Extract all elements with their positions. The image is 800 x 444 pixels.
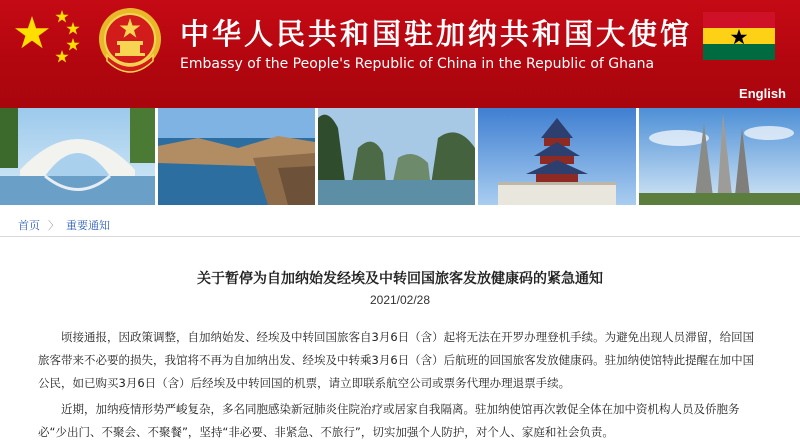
- national-emblem-icon: [97, 5, 163, 79]
- breadcrumb-separator: 〉: [48, 219, 59, 232]
- breadcrumb-home-link[interactable]: 首页: [18, 219, 40, 232]
- article-paragraph: 顷接通报，因政策调整，自加纳始发、经埃及中转回国旅客自3月6日（含）起将无法在开罗办理登机手续。为避免出现人员滞留，给回国旅客带来不必要的损失，我馆将不再为自加纳出发、经埃及中转乘3月6日（含）后航班的回国旅客发放健康码。驻加纳使馆特此提醒在加中国公民，如已购买3月6日（含）后经埃及中转回国的机票，请立即联系航空公司或票务代理办理退票手续。: [38, 330, 755, 390]
- china-flag-stars-icon: [0, 0, 95, 80]
- breadcrumb-divider: [0, 236, 800, 237]
- karst-bay-photo: [318, 108, 475, 205]
- ghana-flag-icon: [703, 12, 775, 60]
- nkrumah-memorial-photo: [639, 108, 800, 205]
- site-title-en: Embassy of the People's Republic of China in the Republic of Ghana: [180, 56, 655, 72]
- article-date: 2021/02/28: [369, 293, 431, 307]
- site-header: [0, 0, 800, 108]
- breadcrumb-current-link[interactable]: 重要通知: [66, 219, 110, 232]
- article-title: 关于暂停为自加纳始发经埃及中转回国旅客发放健康码的紧急通知: [197, 271, 603, 287]
- english-language-link[interactable]: English: [739, 86, 786, 101]
- coastal-cliffs-photo: [158, 108, 315, 205]
- temple-of-heaven-photo: [478, 108, 636, 205]
- site-title-cn: 中华人民共和国驻加纳共和国大使馆: [180, 17, 693, 51]
- article-paragraph: 近期，加纳疫情形势严峻复杂，多名同胞感染新冠肺炎住院治疗或居家自我隔离。驻加纳使馆再次敦促全体在加中资机构人员及侨胞务必“少出门、不聚会、不聚餐”，坚持“非必要、非紧急、不旅行”，切实加强个人防护，对个人、家庭和社会负责。: [38, 402, 740, 439]
- jade-belt-bridge-photo: [0, 108, 155, 205]
- photo-banner: [0, 108, 800, 205]
- breadcrumb: [0, 213, 800, 235]
